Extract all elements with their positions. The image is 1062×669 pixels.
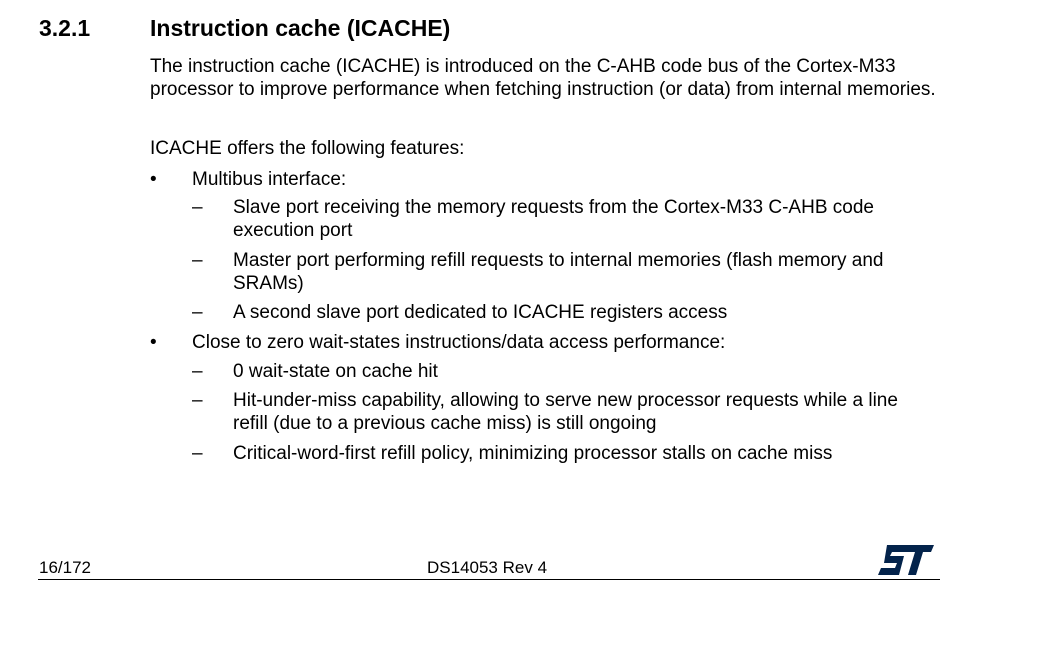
feature-item: Multibus interface:: [192, 169, 347, 190]
bullet-marker: •: [150, 169, 157, 190]
dash-marker: –: [192, 390, 203, 411]
sub-item: Slave port receiving the memory requests from the Cortex-M33 C-AHB code execution port: [233, 197, 874, 241]
intro-paragraph: The instruction cache (ICACHE) is introduced on the C-AHB code bus of the Cortex-M33 processor to improve performance when fetching instruction (or data) from internal memories.: [150, 56, 936, 100]
dash-marker: –: [192, 361, 203, 382]
sub-item: Critical-word-first refill policy, minimizing processor stalls on cache miss: [233, 443, 833, 464]
dash-marker: –: [192, 250, 203, 271]
sub-item: Hit-under-miss capability, allowing to serve new processor requests while a line refill (due to a previous cache miss) is still ongoing: [233, 390, 898, 434]
feature-item: Close to zero wait-states instructions/data access performance:: [192, 332, 726, 353]
sub-item: 0 wait-state on cache hit: [233, 361, 438, 382]
dash-marker: –: [192, 302, 203, 323]
section-number: 3.2.1: [39, 15, 91, 41]
dash-marker: –: [192, 443, 203, 464]
dash-marker: –: [192, 197, 203, 218]
st-logo-icon: [877, 544, 935, 576]
sub-item: A second slave port dedicated to ICACHE registers access: [233, 302, 728, 323]
footer-rule: [38, 579, 940, 580]
footer-page-number: 16/172: [39, 558, 91, 577]
section-title: Instruction cache (ICACHE): [150, 15, 451, 41]
sub-item: Master port performing refill requests to internal memories (flash memory and SRAMs): [233, 250, 884, 294]
footer-document-id: DS14053 Rev 4: [427, 558, 548, 577]
features-intro: ICACHE offers the following features:: [150, 138, 465, 159]
bullet-marker: •: [150, 332, 157, 353]
